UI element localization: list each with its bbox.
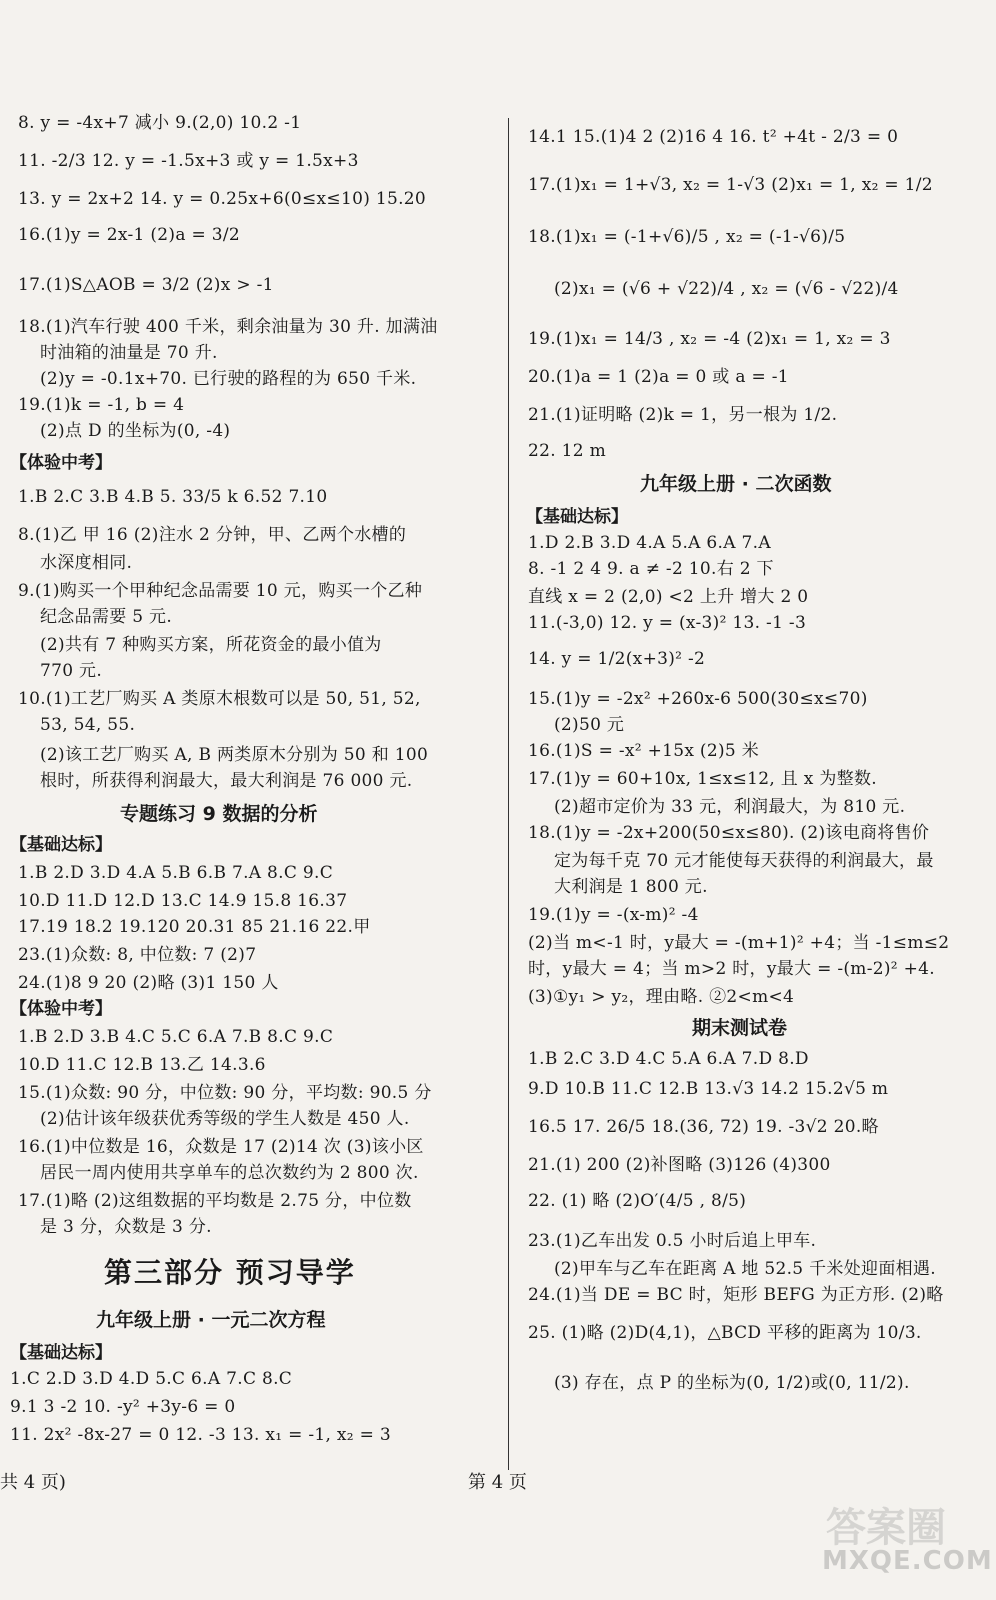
answer-line: (3) 存在，点 P 的坐标为(0, 1/2)或(0, 11/2). — [554, 1373, 910, 1393]
answer-line: 是 3 分，众数是 3 分. — [40, 1217, 212, 1237]
answer-line: (2)超市定价为 33 元，利润最大，为 810 元. — [554, 797, 906, 817]
page-count-left: 共 4 页) — [0, 1472, 66, 1493]
section-heading: 【基础达标】 — [10, 835, 112, 855]
answer-line: 22. 12 m — [528, 441, 606, 461]
answer-line: 17.(1)S△AOB = 3/2 (2)x > -1 — [18, 275, 274, 295]
answer-line: 9.(1)购买一个甲种纪念品需要 10 元，购买一个乙种 — [18, 581, 423, 601]
answer-line: 10.D 11.C 12.B 13.乙 14.3.6 — [18, 1055, 266, 1075]
answer-line: 时油箱的油量是 70 升. — [40, 343, 218, 363]
answer-line: 16.(1)中位数是 16，众数是 17 (2)14 次 (3)该小区 — [18, 1137, 424, 1157]
answer-line: (2)当 m<-1 时，y最大 = -(m+1)² +4；当 -1≤m≤2 — [528, 933, 950, 953]
answer-line: 21.(1) 200 (2)补图略 (3)126 (4)300 — [528, 1155, 831, 1175]
answer-line: 24.(1)8 9 20 (2)略 (3)1 150 人 — [18, 973, 279, 993]
answer-line: 1.B 2.C 3.D 4.C 5.A 6.A 7.D 8.D — [528, 1049, 809, 1069]
answer-line: (2)共有 7 种购买方案，所花资金的最小值为 — [40, 635, 382, 655]
answer-line: 17.(1)x₁ = 1+√3, x₂ = 1-√3 (2)x₁ = 1, x₂ = 1/2 — [528, 175, 933, 195]
answer-line: 16.(1)S = -x² +15x (2)5 米 — [528, 741, 760, 761]
answer-line: 9.D 10.B 11.C 12.B 13.√3 14.2 15.2√5 m — [528, 1079, 889, 1099]
column-divider — [508, 118, 509, 1470]
page-number: 第 4 页 — [468, 1472, 527, 1493]
answer-line: 10.(1)工艺厂购买 A 类原木根数可以是 50, 51, 52, — [18, 689, 421, 709]
answer-line: 10.D 11.D 12.D 13.C 14.9 15.8 16.37 — [18, 891, 348, 911]
section-title: 期末测试卷 — [692, 1017, 788, 1039]
answer-line: 15.(1)y = -2x² +260x-6 500(30≤x≤70) — [528, 689, 868, 709]
answer-line: 时，y最大 = 4；当 m>2 时，y最大 = -(m-2)² +4. — [528, 959, 935, 979]
section-heading: 【基础达标】 — [10, 1343, 112, 1363]
answer-line: 16.(1)y = 2x-1 (2)a = 3/2 — [18, 225, 240, 245]
answer-line: 9.1 3 -2 10. -y² +3y-6 = 0 — [10, 1397, 236, 1417]
answer-line: (2)估计该年级获优秀等级的学生人数是 450 人. — [40, 1109, 410, 1129]
answer-line: 定为每千克 70 元才能使每天获得的利润最大，最 — [554, 851, 934, 871]
answer-line: 18.(1)y = -2x+200(50≤x≤80). (2)该电商将售价 — [528, 823, 930, 843]
watermark-cn: 答案圈 — [826, 1505, 946, 1551]
watermark-url: MXQE.COM — [822, 1546, 993, 1576]
answer-line: (2)甲车与乙车在距离 A 地 52.5 千米处迎面相遇. — [554, 1259, 936, 1279]
answer-line: 居民一周内使用共享单车的总次数约为 2 800 次. — [40, 1163, 419, 1183]
answer-line: 770 元. — [40, 661, 103, 681]
answer-line: 8. y = -4x+7 减小 9.(2,0) 10.2 -1 — [18, 113, 302, 133]
answer-line: 17.19 18.2 19.120 20.31 85 21.16 22.甲 — [18, 917, 371, 937]
answer-line: 8.(1)乙 甲 16 (2)注水 2 分钟，甲、乙两个水槽的 — [18, 525, 407, 545]
answer-line: 25. (1)略 (2)D(4,1)，△BCD 平移的距离为 10/3. — [528, 1323, 922, 1343]
answer-line: 18.(1)x₁ = (-1+√6)/5 , x₂ = (-1-√6)/5 — [528, 227, 846, 247]
answer-line: 直线 x = 2 (2,0) <2 上升 增大 2 0 — [528, 587, 809, 607]
answer-line: 19.(1)x₁ = 14/3 , x₂ = -4 (2)x₁ = 1, x₂ = 3 — [528, 329, 891, 349]
answer-line: 11. 2x² -8x-27 = 0 12. -3 13. x₁ = -1, x₂ = 3 — [10, 1425, 391, 1445]
answer-line: 11.(-3,0) 12. y = (x-3)² 13. -1 -3 — [528, 613, 807, 633]
answer-line: 53, 54, 55. — [40, 715, 136, 735]
answer-line: (2)点 D 的坐标为(0, -4) — [40, 421, 231, 441]
answer-line: 17.(1)y = 60+10x, 1≤x≤12, 且 x 为整数. — [528, 769, 878, 789]
answer-line: 19.(1)k = -1, b = 4 — [18, 395, 185, 415]
answer-line: 1.D 2.B 3.D 4.A 5.A 6.A 7.A — [528, 533, 771, 553]
answer-line: 23.(1)乙车出发 0.5 小时后追上甲车. — [528, 1231, 817, 1251]
answer-line: 23.(1)众数: 8, 中位数: 7 (2)7 — [18, 945, 257, 965]
answer-line: 22. (1) 略 (2)O′(4/5 , 8/5) — [528, 1191, 747, 1211]
section-heading: 【体验中考】 — [10, 999, 112, 1019]
answer-line: 大利润是 1 800 元. — [554, 877, 708, 897]
watermark-logo — [812, 1490, 993, 1588]
answer-line: (2)50 元 — [554, 715, 625, 735]
answer-line: 14. y = 1/2(x+3)² -2 — [528, 649, 706, 669]
answer-line: (2)y = -0.1x+70. 已行驶的路程的为 650 千米. — [40, 369, 417, 389]
section-title: 专题练习 9 数据的分析 — [120, 803, 318, 825]
answer-line: 24.(1)当 DE = BC 时，矩形 BEFG 为正方形. (2)略 — [528, 1285, 944, 1305]
answer-line: 根时，所获得利润最大，最大利润是 76 000 元. — [40, 771, 413, 791]
section-title: 九年级上册 · 二次函数 — [640, 473, 832, 495]
answer-line: 1.B 2.D 3.B 4.C 5.C 6.A 7.B 8.C 9.C — [18, 1027, 334, 1047]
answer-line: 19.(1)y = -(x-m)² -4 — [528, 905, 699, 925]
answer-line: 1.B 2.C 3.B 4.B 5. 33/5 k 6.52 7.10 — [18, 487, 328, 507]
answer-line: 1.B 2.D 3.D 4.A 5.B 6.B 7.A 8.C 9.C — [18, 863, 334, 883]
answer-line: 15.(1)众数: 90 分，中位数: 90 分，平均数: 90.5 分 — [18, 1083, 432, 1103]
answer-line: 21.(1)证明略 (2)k = 1，另一根为 1/2. — [528, 405, 838, 425]
answer-line: 14.1 15.(1)4 2 (2)16 4 16. t² +4t - 2/3 = 0 — [528, 127, 899, 147]
section-title: 九年级上册 · 一元二次方程 — [96, 1309, 326, 1331]
part-title: 第三部分 预习导学 — [104, 1256, 356, 1289]
answer-line: (2)x₁ = (√6 + √22)/4 , x₂ = (√6 - √22)/4 — [554, 279, 899, 299]
answer-line: 1.C 2.D 3.D 4.D 5.C 6.A 7.C 8.C — [10, 1369, 293, 1389]
section-heading: 【基础达标】 — [526, 507, 628, 527]
answer-line: 20.(1)a = 1 (2)a = 0 或 a = -1 — [528, 367, 789, 387]
answer-line: 水深度相同. — [40, 553, 133, 573]
section-heading: 【体验中考】 — [10, 453, 112, 473]
answer-line: 8. -1 2 4 9. a ≠ -2 10.右 2 下 — [528, 559, 774, 579]
answer-line: 11. -2/3 12. y = -1.5x+3 或 y = 1.5x+3 — [18, 151, 359, 171]
answer-line: 17.(1)略 (2)这组数据的平均数是 2.75 分，中位数 — [18, 1191, 412, 1211]
answer-line: 18.(1)汽车行驶 400 千米，剩余油量为 30 升. 加满油 — [18, 317, 438, 337]
answer-line: (3)①y₁ > y₂，理由略. ②2<m<4 — [528, 987, 795, 1007]
answer-line: 13. y = 2x+2 14. y = 0.25x+6(0≤x≤10) 15.20 — [18, 189, 427, 209]
answer-line: (2)该工艺厂购买 A, B 两类原木分别为 50 和 100 — [40, 745, 429, 765]
answer-line: 纪念品需要 5 元. — [40, 607, 173, 627]
answer-line: 16.5 17. 26/5 18.(36, 72) 19. -3√2 20.略 — [528, 1117, 879, 1137]
